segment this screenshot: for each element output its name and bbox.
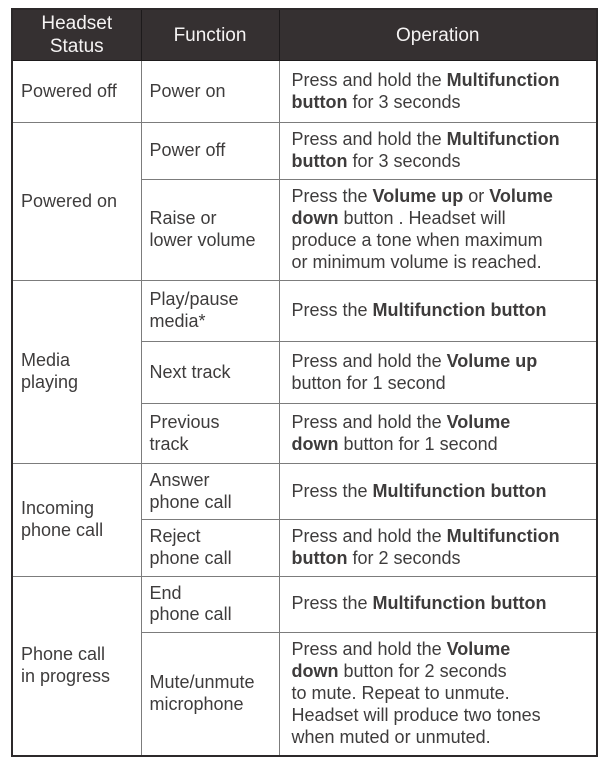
column-header-line: Function [173,24,247,46]
operation-line [292,705,593,727]
operation-text-segment: Multifunction [446,129,560,150]
function-cell [141,632,279,755]
operation-line [292,208,593,230]
function-line: lower volume [149,230,256,251]
table-row [12,281,597,342]
status-cell [12,123,141,281]
table-row [12,464,597,520]
status-line: playing [21,372,79,393]
function-line: Next track [149,361,231,382]
status-line: Media [21,350,71,371]
operation-cell [279,404,597,464]
operation-line [292,481,593,503]
function-line: Answer [149,469,210,490]
operation-text-segment: Press the [291,480,373,501]
operation-text-segment: Multifunction [446,526,560,547]
function-line: phone call [149,548,232,569]
operation-text-segment: Press the [291,186,373,207]
status-cell [12,576,141,755]
function-cell [141,520,279,577]
column-header-line: Operation [396,24,480,46]
operation-line [292,526,593,548]
operation-line [292,92,593,114]
status-line: Powered on [21,190,118,211]
operation-text-segment: Press and hold the [291,638,447,659]
status-line: Powered off [21,80,117,101]
function-cell [141,61,279,123]
status-cell [12,281,141,464]
table-header [12,9,597,61]
function-line: Reject [149,526,201,547]
operation-text-segment: Press and hold the [291,526,447,547]
function-line: phone call [149,491,232,512]
operation-text-segment: Press the [291,593,373,614]
function-line: phone call [149,604,232,625]
operation-text-segment: button [291,548,348,569]
operation-line [292,434,593,456]
column-header-line: Headset [41,13,113,34]
operation-text-segment: Press and hold the [291,411,447,432]
status-line: Incoming [21,498,95,519]
operation-line [292,683,593,705]
operation-text-segment: Headset will produce two tones [291,704,541,725]
operation-text-segment: Volume [446,411,511,432]
operation-cell [279,464,597,520]
operation-line [292,230,593,252]
operation-text-segment: button for 1 second [338,433,498,454]
operation-text-segment: Press and hold the [291,129,447,150]
status-line: phone call [21,520,104,541]
operation-text-segment: Press and hold the [291,350,447,371]
function-cell [141,464,279,520]
function-line: Mute/unmute [149,671,255,692]
function-line: Power on [149,80,226,101]
operation-line [292,727,593,749]
operation-line [292,373,593,395]
function-cell [141,342,279,404]
operation-line [292,70,593,92]
operation-line [292,151,593,173]
function-line: Play/pause [149,289,239,310]
operation-text-segment: or [463,186,490,207]
function-cell [141,404,279,464]
table-row [12,576,597,632]
operation-cell [279,576,597,632]
operation-text-segment: produce a tone when maximum [291,230,543,251]
operation-text-segment: button [291,151,348,172]
function-line: End [149,582,182,603]
operation-text-segment: or minimum volume is reached. [291,252,542,273]
operation-line [292,412,593,434]
function-cell [141,576,279,632]
operation-text-segment: down [291,660,339,681]
operation-text-segment: down [291,433,339,454]
operation-text-segment: when muted or unmuted. [291,726,491,747]
operation-text-segment: Volume [489,186,553,207]
function-line: Previous [149,411,220,432]
function-cell [141,180,279,281]
function-line: Raise or [149,208,217,229]
function-line: Power off [149,140,226,161]
operation-text-segment: button for 2 seconds [338,660,507,681]
operation-line [292,661,593,683]
status-line: in progress [21,665,111,686]
function-line: microphone [149,693,244,714]
status-cell [12,61,141,123]
column-header-function [141,9,279,61]
operation-line [292,639,593,661]
operation-text-segment: button . Headset will [338,208,506,229]
operation-line [292,351,593,373]
operation-cell [279,342,597,404]
operation-cell [279,520,597,577]
column-header-operation [279,9,597,61]
operation-text-segment: for 2 seconds [347,548,461,569]
operation-cell [279,281,597,342]
function-line: track [149,433,189,454]
operation-text-segment: Press the [291,300,373,321]
operation-cell [279,123,597,180]
header-row [12,9,597,61]
operation-text-segment: Press and hold the [291,69,447,90]
table-row [12,123,597,180]
function-line: media* [149,311,206,332]
operation-line [292,593,593,615]
function-cell [141,123,279,180]
operation-text-segment: Multifunction button [372,480,547,501]
operation-text-segment: Volume up [372,186,464,207]
operation-text-segment: down [291,208,339,229]
operation-text-segment: Multifunction [446,69,560,90]
column-header-line: Status [49,36,104,58]
function-cell [141,281,279,342]
operation-text-segment: Volume [446,638,511,659]
operation-line [292,548,593,570]
operation-text-segment: for 3 seconds [347,91,461,112]
operation-cell [279,180,597,281]
operation-cell [279,632,597,755]
operation-text-segment: button for 1 second [291,372,446,393]
operation-text-segment: button [291,91,348,112]
column-header-headset-status [12,9,141,61]
operation-line [292,300,593,322]
operation-cell [279,61,597,123]
operation-line [292,252,593,274]
table-body [12,61,597,756]
status-line: Phone call [21,643,106,664]
operation-text-segment: Multifunction button [372,593,547,614]
operation-line [292,129,593,151]
operation-text-segment: Volume up [446,350,538,371]
operation-text-segment: for 3 seconds [347,151,461,172]
table-row [12,61,597,123]
operation-text-segment: Multifunction button [372,300,547,321]
status-cell [12,464,141,577]
headset-operations-table [11,8,598,757]
operation-line [292,186,593,208]
operation-text-segment: to mute. Repeat to unmute. [291,682,510,703]
